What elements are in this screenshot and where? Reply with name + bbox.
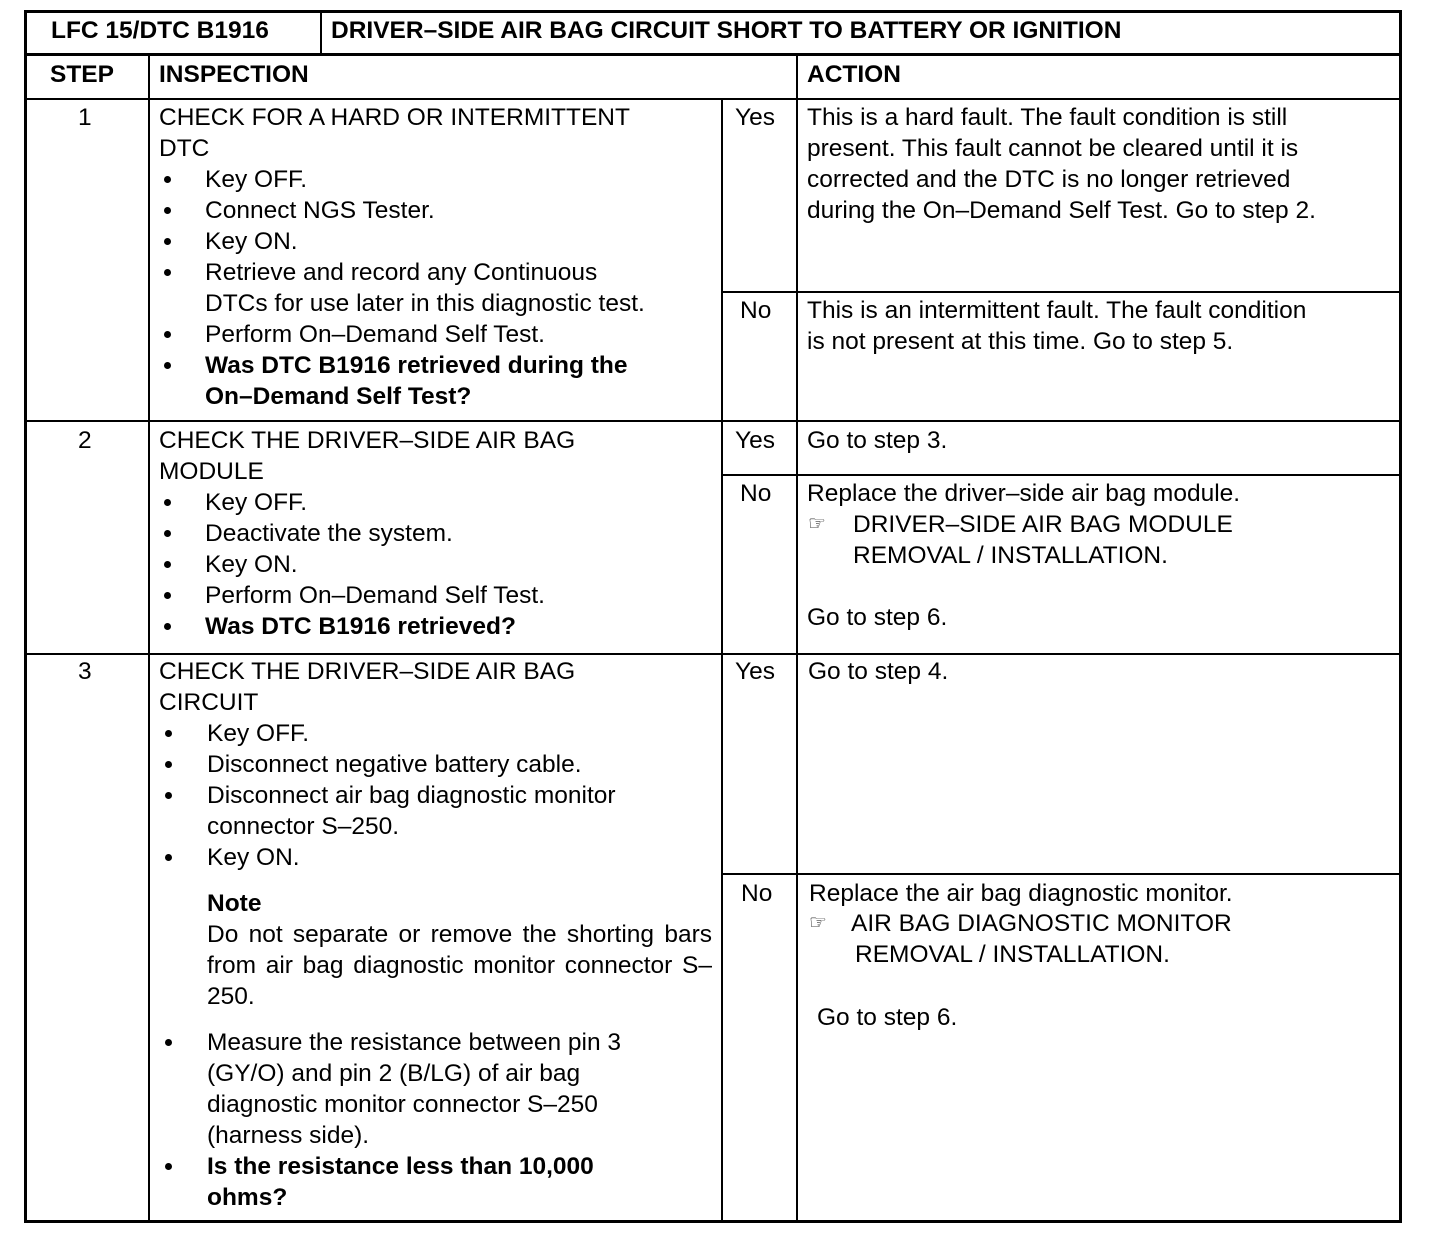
step-heading: CHECK THE DRIVER–SIDE AIR BAG [159,427,576,454]
bullet-dot-icon [165,854,172,861]
list-item: (GY/O) and pin 2 (B/LG) of air bag [207,1060,581,1087]
list-item: Measure the resistance between pin 3 [207,1029,622,1056]
action-text: corrected and the DTC is no longer retrieved [807,166,1291,193]
step2-yes-no-rule [722,474,1400,476]
bullet-dot-icon [164,623,171,630]
list-item: DTCs for use later in this diagnostic test. [205,290,645,317]
list-item: Key ON. [205,551,298,578]
bullet-dot-icon [165,792,172,799]
list-item: Key ON. [207,844,300,871]
step-number: 1 [78,104,92,131]
list-item: Key ON. [205,228,298,255]
question: Was DTC B1916 retrieved during the [205,352,628,379]
action-text: present. This fault cannot be cleared until it is [807,135,1299,162]
yesno-column-rule [721,98,723,1222]
list-item: Perform On–Demand Self Test. [205,321,545,348]
border-right [1399,10,1402,1223]
title-rule [24,53,1402,56]
step2-step3-rule [24,653,1402,655]
list-item: Disconnect air bag diagnostic monitor [207,782,616,809]
no-label: No [740,480,772,507]
border-left [24,10,27,1223]
bullet-dot-icon [164,331,171,338]
step-number: 2 [78,427,92,454]
step-column-rule [148,54,150,1222]
action-text: This is a hard fault. The fault condition is still [807,104,1288,131]
reference-link[interactable]: REMOVAL / INSTALLATION. [855,941,1170,968]
reference-link[interactable]: AIR BAG DIAGNOSTIC MONITOR [851,910,1232,937]
bullet-dot-icon [164,561,171,568]
table-title: DRIVER–SIDE AIR BAG CIRCUIT SHORT TO BATTERY OR IGNITION [331,17,1122,44]
action-text: Go to step 4. [808,658,949,685]
action-text: Replace the driver–side air bag module. [807,480,1241,507]
yes-label: Yes [735,427,775,454]
bullet-dot-icon [164,269,171,276]
list-item: Retrieve and record any Continuous [205,259,598,286]
yes-label: Yes [735,658,775,685]
bullet-dot-icon [164,238,171,245]
action-text: is not present at this time. Go to step 5. [807,328,1234,355]
list-item: diagnostic monitor connector S–250 [207,1091,598,1118]
bullet-dot-icon [164,499,171,506]
list-item: connector S–250. [207,813,400,840]
list-item: Connect NGS Tester. [205,197,435,224]
no-label: No [741,880,773,907]
note-title: Note [207,890,262,917]
bullet-dot-icon [164,362,171,369]
list-item: Deactivate the system. [205,520,453,547]
note-text: Do not separate or remove the shorting bars from air bag diagnostic monitor connector S–250. [207,921,712,1010]
pointing-hand-icon: ☞ [809,912,827,934]
bullet-dot-icon [164,592,171,599]
question: On–Demand Self Test? [205,383,472,410]
border-top [24,10,1402,13]
title-divider [320,10,322,55]
reference-link[interactable]: REMOVAL / INSTALLATION. [853,542,1168,569]
bullet-dot-icon [165,730,172,737]
bullet-dot-icon [164,207,171,214]
bullet-dot-icon [164,176,171,183]
bullet-dot-icon [165,761,172,768]
action-column-rule [796,54,798,1222]
yes-label: Yes [735,104,775,131]
action-text: Replace the air bag diagnostic monitor. [809,880,1233,907]
action-text: during the On–Demand Self Test. Go to step 2. [807,197,1316,224]
col-header-action: ACTION [807,61,901,88]
bullet-dot-icon [165,1039,172,1046]
step1-yes-no-rule [722,291,1400,293]
question: Was DTC B1916 retrieved? [205,613,516,640]
step3-yes-no-rule [722,873,1400,875]
step-heading: DTC [159,135,210,162]
goto-text: Go to step 6. [817,1004,958,1031]
question: ohms? [207,1184,288,1211]
reference-link[interactable]: DRIVER–SIDE AIR BAG MODULE [853,511,1233,538]
list-item: Key OFF. [205,166,308,193]
list-item: Key OFF. [207,720,310,747]
bullet-dot-icon [164,530,171,537]
goto-text: Go to step 6. [807,604,948,631]
no-label: No [740,297,772,324]
list-item: (harness side). [207,1122,370,1149]
diagnostic-table [24,10,1406,1222]
list-item: Disconnect negative battery cable. [207,751,582,778]
question: Is the resistance less than 10,000 [207,1153,594,1180]
col-header-inspection: INSPECTION [159,61,309,88]
pointing-hand-icon: ☞ [808,513,826,535]
action-text: Go to step 3. [807,427,948,454]
header-rule [24,98,1402,100]
col-header-step: STEP [50,61,114,88]
border-bottom [26,1220,1402,1223]
step1-step2-rule [24,420,1402,422]
step-number: 3 [78,658,92,685]
step-heading: CIRCUIT [159,689,259,716]
dtc-code: LFC 15/DTC B1916 [51,17,269,44]
action-text: This is an intermittent fault. The fault condition [807,297,1307,324]
list-item: Key OFF. [205,489,308,516]
step-heading: CHECK THE DRIVER–SIDE AIR BAG [159,658,576,685]
step-heading: MODULE [159,458,264,485]
step-heading: CHECK FOR A HARD OR INTERMITTENT [159,104,630,131]
bullet-dot-icon [165,1163,172,1170]
list-item: Perform On–Demand Self Test. [205,582,545,609]
